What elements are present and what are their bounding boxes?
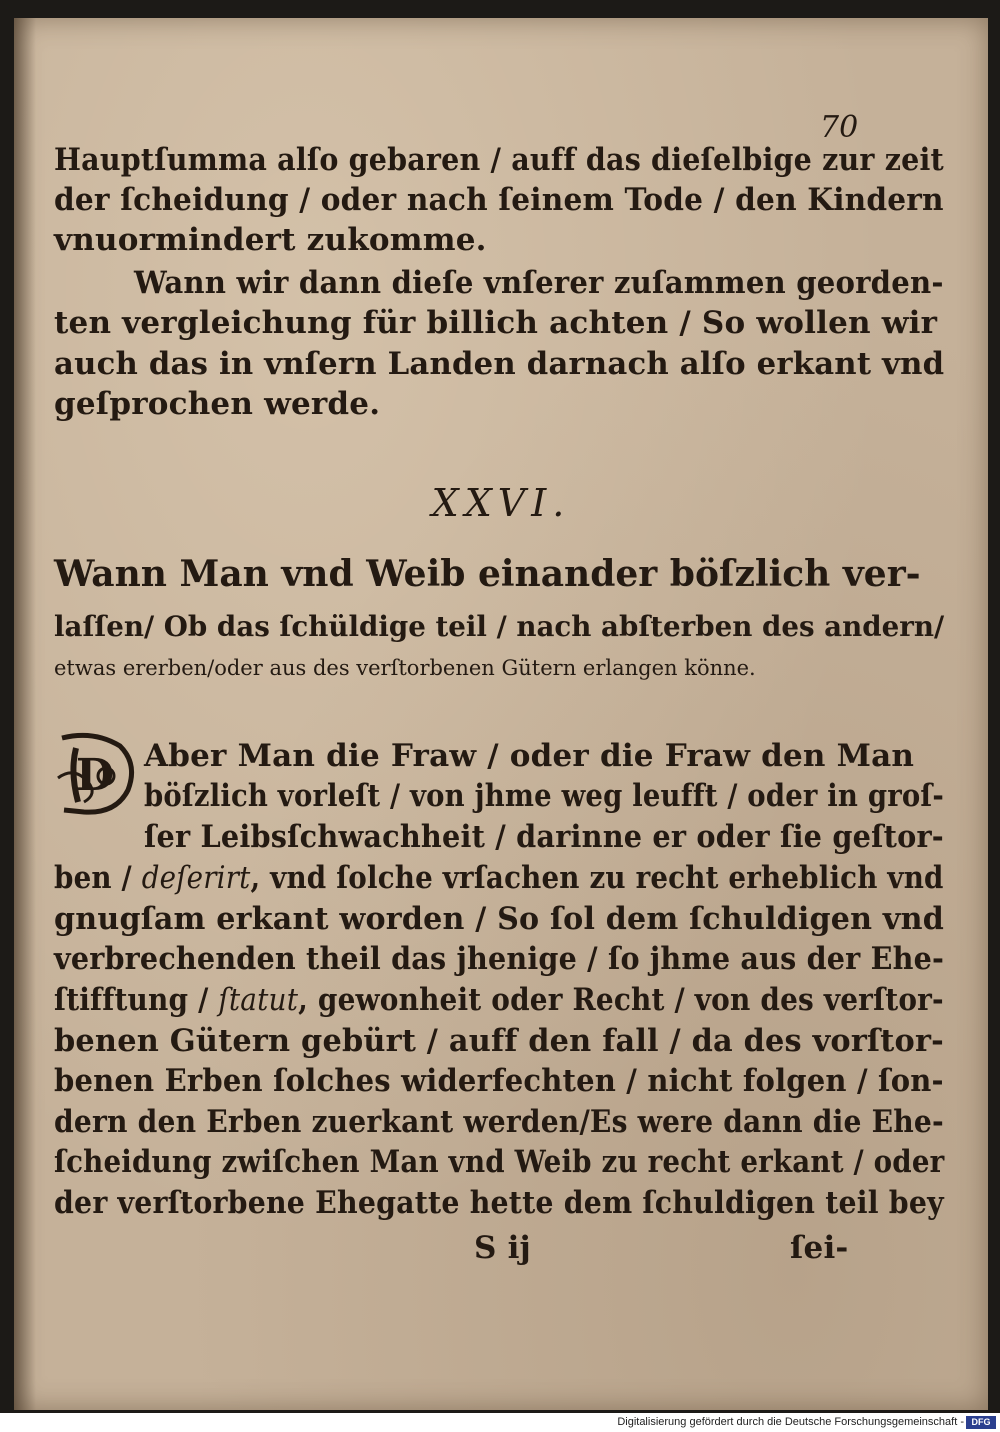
body-line-5: gnugſam erkant worden / So ſol dem ſchuldigen vnd	[54, 901, 944, 937]
book-page	[14, 18, 988, 1410]
paragraph-line-2: ten vergleichung für billich achten / So wollen wir	[54, 305, 938, 341]
body-line-6: verbrechenden theil das jhenige / ſo jhme aus der Ehe-	[54, 941, 945, 977]
page-gutter-shadow	[14, 18, 36, 1410]
body-line-12: der verſtorbene Ehegatte hette dem ſchuldigen teil bey	[54, 1185, 944, 1221]
heading-line-3: etwas ererben/oder aus des verſtorbenen Gütern erlangen könne.	[54, 656, 756, 680]
body-line-4-end: , vnd ſolche vrſachen zu recht erheblich vnd	[250, 860, 944, 896]
heading-line-2: laſſen/ Ob das ſchüldige teil / nach abſterben des andern/	[54, 610, 945, 643]
body-line-7-start: ſtifftung /	[54, 982, 219, 1018]
dfg-logo: DFG	[966, 1416, 996, 1429]
body-line-11: ſcheidung zwiſchen Man vnd Weib zu recht erkant / oder	[54, 1144, 945, 1180]
latin-term-deserirt: deſerirt	[141, 860, 251, 896]
latin-term-statut: ſtatut	[218, 982, 299, 1018]
intro-line-2: der ſcheidung / oder nach ſeinem Tode / den Kindern	[54, 182, 944, 218]
digitization-credit: Digitalisierung gefördert durch die Deutsche Forschungsgemeinschaft -	[617, 1416, 964, 1428]
initial-letter: D	[75, 750, 115, 801]
body-line-4-start: ben /	[54, 860, 142, 896]
catchword: ſei-	[790, 1230, 849, 1266]
paragraph-line-4: geſprochen werde.	[54, 386, 381, 422]
body-line-8: benen Gütern gebürt / auff den fall / da des vorſtor-	[54, 1023, 944, 1059]
body-line-4	[54, 858, 944, 898]
body-line-2: böſzlich vorleſt / von jhme weg leufft / oder in groſ-	[144, 778, 945, 814]
page-number: 70	[820, 110, 859, 145]
body-line-1: Aber Man die Fraw / oder die Fraw den Man	[144, 738, 915, 774]
decorative-initial	[54, 732, 136, 818]
intro-line-3: vnuormindert zukomme.	[54, 222, 487, 258]
chapter-number: XXVI.	[431, 481, 571, 525]
body-line-7	[54, 980, 944, 1020]
paragraph-line-1: Wann wir dann dieſe vnſerer zuſammen georden-	[134, 265, 944, 301]
signature-mark: S ij	[474, 1230, 531, 1266]
body-line-9: benen Erben ſolches widerfechten / nicht folgen / ſon-	[54, 1063, 944, 1099]
intro-line-1: Hauptſumma alſo gebaren / auff das dieſelbige zur zeit	[54, 142, 944, 178]
paragraph-line-3: auch das in vnſern Landen darnach alſo erkant vnd	[54, 346, 945, 382]
body-line-10: dern den Erben zuerkant werden/Es were dann die Ehe-	[54, 1104, 944, 1140]
heading-line-1: Wann Man vnd Weib einander böſzlich ver-	[54, 553, 921, 595]
body-line-7-end: , gewonheit oder Recht / von des verſtor-	[298, 982, 944, 1018]
body-line-3: ſer Leibsſchwachheit / darinne er oder ſie geſtor-	[144, 819, 944, 855]
